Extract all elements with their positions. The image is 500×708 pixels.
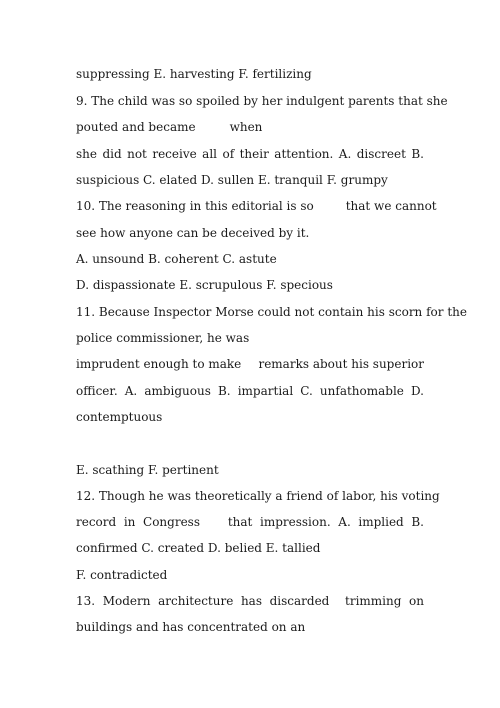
question-11-options-3: E. scathing F. pertinent xyxy=(76,463,219,477)
question-11-line-3: imprudent enough to make remarks about his superior xyxy=(76,357,424,371)
question-12-line-1: 12. Though he was theoretically a friend of labor, his voting xyxy=(76,489,440,503)
question-9-options: suspicious C. elated D. sullen E. tranquil F. grumpy xyxy=(76,173,388,187)
question-9-line-3: she did not receive all of their attention. A. discreet B. xyxy=(76,147,424,161)
question-10-line-1: 10. The reasoning in this editorial is so that we cannot xyxy=(76,199,437,213)
question-12-options-1: confirmed C. created D. belied E. tallied xyxy=(76,541,321,555)
question-11-options-2: contemptuous xyxy=(76,410,163,424)
question-11-line-1: 11. Because Inspector Morse could not contain his scorn for the xyxy=(76,305,467,319)
question-12-options-2: F. contradicted xyxy=(76,568,168,582)
question-11-line-2: police commissioner, he was xyxy=(76,331,250,345)
question-9-line-2: pouted and became when xyxy=(76,120,263,134)
question-11-options-1: officer. A. ambiguous B. impartial C. unfathomable D. xyxy=(76,384,424,398)
question-13-line-1: 13. Modern architecture has discarded trimming on xyxy=(76,594,424,608)
question-9-line-1: 9. The child was so spoiled by her indulgent parents that she xyxy=(76,94,448,108)
question-10-line-2: see how anyone can be deceived by it. xyxy=(76,226,310,240)
text-line-1: suppressing E. harvesting F. fertilizing xyxy=(76,67,312,81)
question-13-line-2: buildings and has concentrated on an xyxy=(76,620,306,634)
question-10-options-2: D. dispassionate E. scrupulous F. specious xyxy=(76,278,333,292)
question-12-line-2: record in Congress that impression. A. implied B. xyxy=(76,515,424,529)
question-10-options-1: A. unsound B. coherent C. astute xyxy=(76,252,277,266)
